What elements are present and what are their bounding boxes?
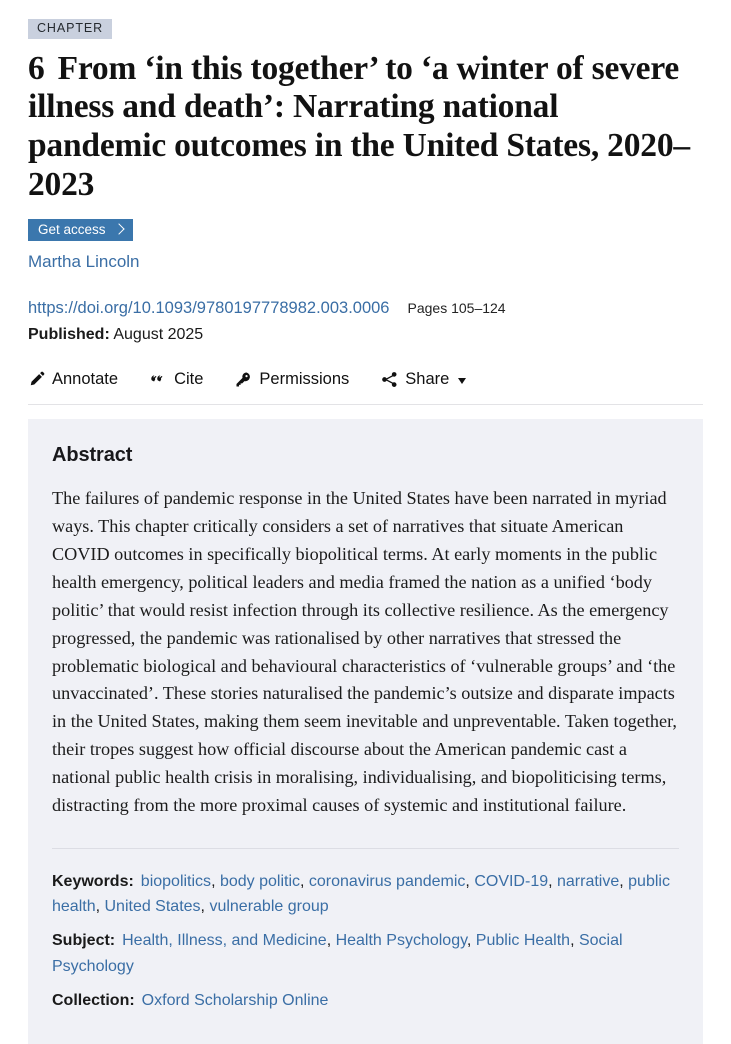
permissions-label: Permissions (259, 370, 350, 389)
published-date (28, 326, 703, 344)
keywords-label: Keywords: (52, 872, 134, 890)
list-separator: , (619, 872, 629, 890)
subject-list (52, 932, 623, 975)
doi-link[interactable]: https://doi.org/10.1093/9780197778982.003.0006 (28, 299, 390, 318)
abstract-heading: Abstract (52, 444, 133, 467)
list-separator: , (465, 872, 475, 890)
list-separator: , (466, 932, 476, 950)
collection-row (52, 988, 679, 1014)
quote-icon (150, 371, 167, 388)
annotate-button[interactable] (28, 370, 118, 389)
abstract-text: The failures of pandemic response in the United States have been narrated in myriad ways. This chapter critically considers a set of narratives that situate American COVID outcomes in specifically biopolitical terms. At early moments in the public health emergency, political leaders and media framed the nation as a unified ‘body politic’ that would resist infection through its collective resilience. As the emergency progressed, the pandemic was rationalised by other narratives that stressed the problematic biological and behavioural characteristics of ‘vulnerable groups’ and ‘the unvaccinated’. These stories naturalised the pandemic’s outsize and disparate impacts in the United States, making them seem inevitable and unpreventable. Taken together, their tropes suggest how official discourse about the American pandemic cast a national public health crisis in moralising, individualising, and biopoliticising terms, distracting from the more proximal causes of systemic and institutional failure. (52, 488, 677, 815)
list-separator: , (200, 898, 210, 916)
list-separator: , (300, 872, 309, 890)
keywords-list (52, 873, 670, 916)
keyword-link[interactable]: narrative (557, 872, 620, 890)
get-access-button[interactable] (28, 219, 133, 242)
subject-link[interactable]: Public Health (475, 932, 571, 950)
keyword-link[interactable]: body politic (219, 872, 300, 890)
share-button[interactable] (381, 370, 466, 389)
metadata-divider (52, 848, 679, 849)
keywords-row (52, 869, 679, 921)
abstract-panel (28, 419, 703, 1044)
list-separator: , (326, 932, 336, 950)
subject-link[interactable]: Health Psychology (335, 932, 467, 950)
chapter-title-text: From ‘in this together’ to ‘a winter of severe illness and death’: Narrating national pandemic outcomes in the United States, 2020–2023 (28, 49, 690, 204)
list-separator: , (548, 872, 557, 890)
keyword-link[interactable]: coronavirus pandemic (308, 872, 466, 890)
identifier-row (28, 299, 703, 318)
pencil-icon (28, 371, 45, 388)
cite-button[interactable] (150, 370, 203, 389)
chevron-right-icon (113, 223, 124, 234)
annotate-label: Annotate (52, 370, 119, 389)
keyword-link[interactable]: United States (104, 898, 201, 916)
page-title (28, 50, 700, 205)
article-toolbar (28, 370, 703, 405)
share-icon (381, 371, 398, 388)
share-label: Share (405, 370, 450, 389)
subject-link[interactable]: Health, Illness, and Medicine (122, 932, 327, 950)
permissions-button[interactable] (235, 370, 349, 389)
subject-row (52, 928, 679, 980)
content-type-badge: CHAPTER (28, 19, 112, 39)
list-separator: , (570, 932, 579, 950)
collection-list (142, 992, 329, 1009)
chevron-down-icon (458, 378, 466, 384)
list-separator: , (95, 898, 105, 916)
key-icon (235, 371, 252, 388)
page-range: Pages 105–124 (407, 300, 506, 317)
collection-link[interactable]: Oxford Scholarship Online (141, 992, 329, 1010)
get-access-label: Get access (38, 221, 106, 237)
published-value: August 2025 (113, 326, 204, 344)
keyword-link[interactable]: biopolitics (140, 872, 212, 890)
subject-label: Subject: (52, 932, 116, 950)
published-label: Published: (28, 326, 110, 344)
author-link[interactable]: Martha Lincoln (28, 252, 140, 272)
keyword-link[interactable]: COVID-19 (474, 872, 549, 890)
keyword-link[interactable]: vulnerable group (209, 898, 329, 916)
cite-label: Cite (174, 370, 204, 389)
list-separator: , (211, 872, 220, 890)
subject-link[interactable]: Social Psychology (52, 932, 623, 976)
collection-label: Collection: (52, 992, 135, 1010)
keyword-link[interactable]: public health (52, 872, 670, 916)
chapter-number: 6 (28, 49, 45, 87)
